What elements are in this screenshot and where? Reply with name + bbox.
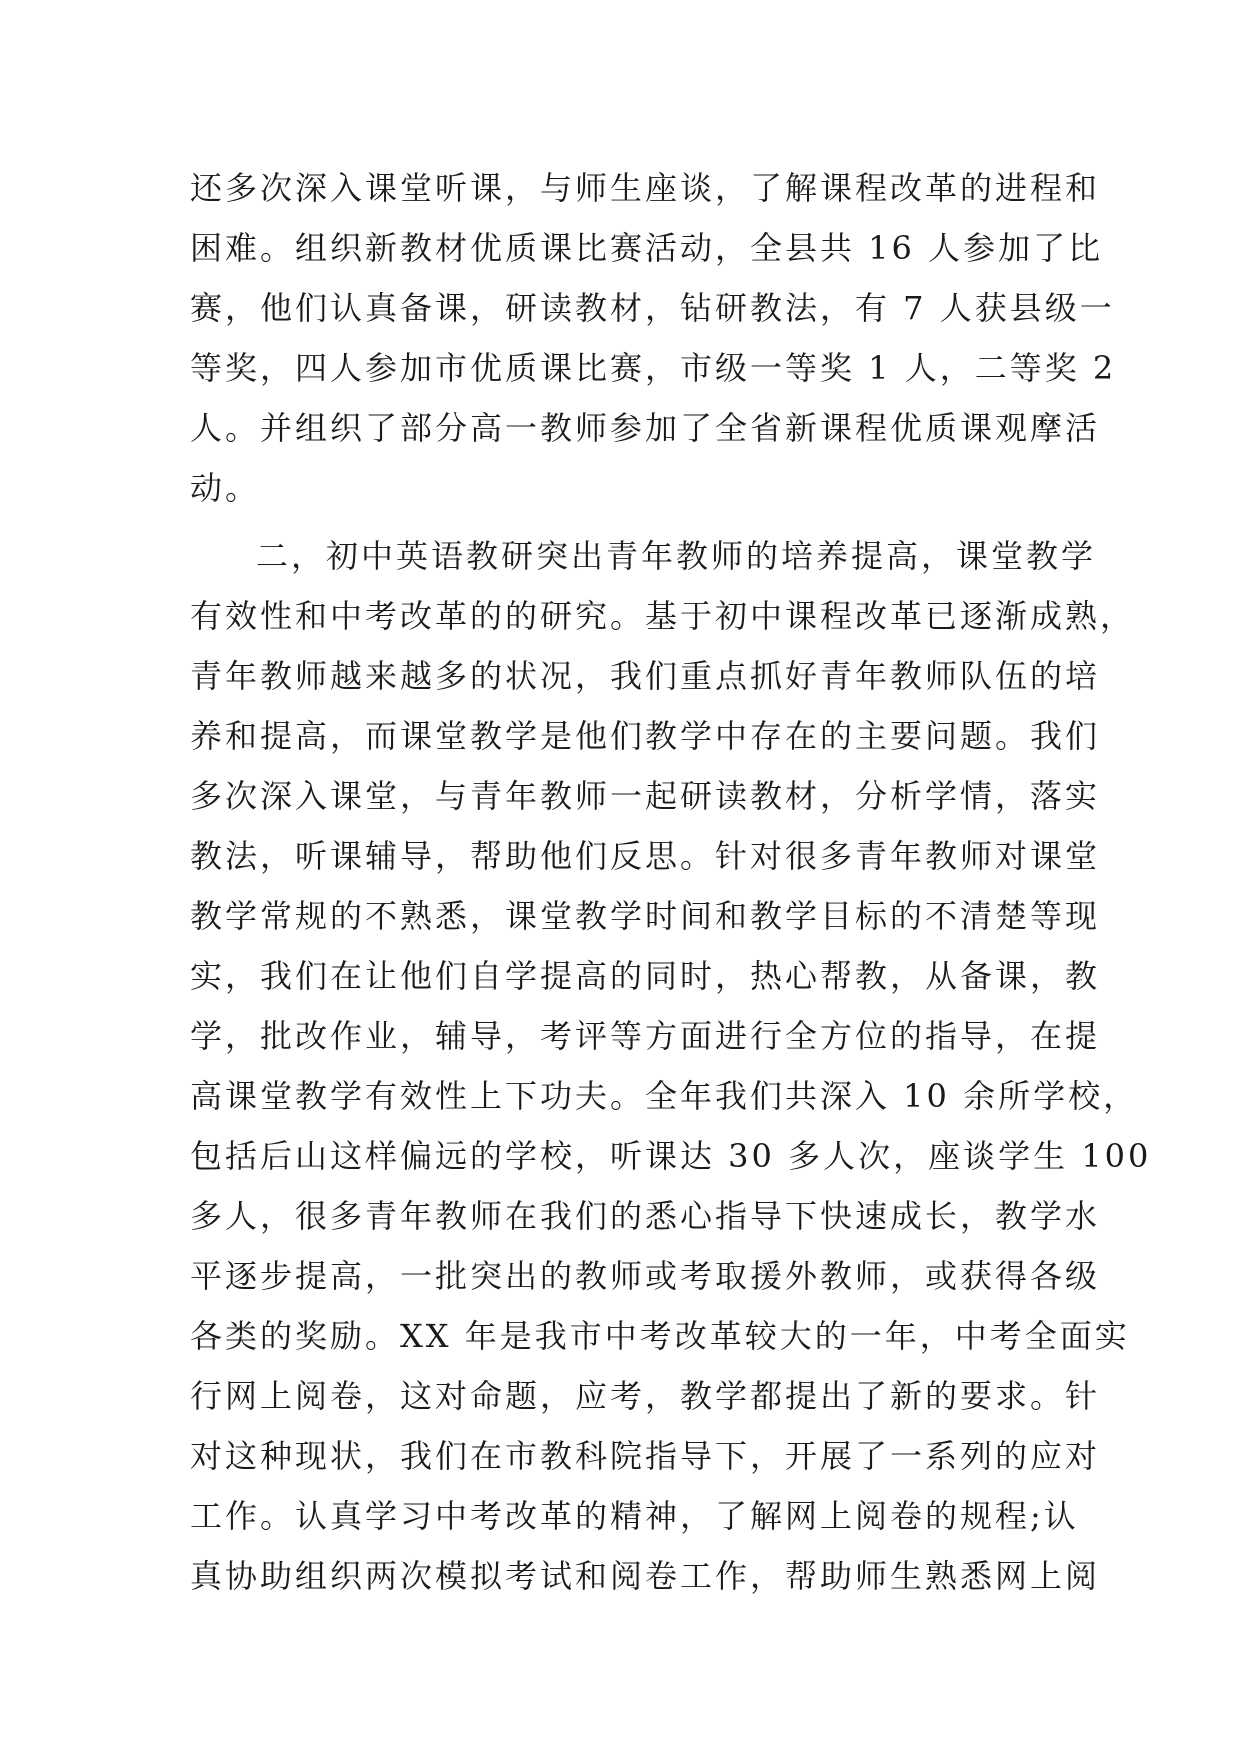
body-text <box>190 158 1152 1606</box>
text-line: 多人，很多青年教师在我们的悉心指导下快速成长，教学水 <box>190 1197 1101 1235</box>
text-line: 行网上阅卷，这对命题，应考，教学都提出了新的要求。针 <box>190 1377 1101 1415</box>
text-line: 实，我们在让他们自学提高的同时，热心帮教，从备课，教 <box>190 957 1101 995</box>
text-line: 高课堂教学有效性上下功夫。全年我们共深入 10 余所学校， <box>190 1077 1139 1115</box>
text-line: 各类的奖励。XX 年是我市中考改革较大的一年，中考全面实 <box>190 1317 1130 1355</box>
text-line: 真协助组织两次模拟考试和阅卷工作，帮助师生熟悉网上阅 <box>190 1557 1101 1595</box>
text-line: 多次深入课堂，与青年教师一起研读教材，分析学情，落实 <box>190 777 1101 815</box>
text-line: 教法，听课辅导，帮助他们反思。针对很多青年教师对课堂 <box>190 837 1101 875</box>
text-line: 二，初中英语教研突出青年教师的培养提高，课堂教学 <box>256 537 1097 575</box>
text-line: 养和提高，而课堂教学是他们教学中存在的主要问题。我们 <box>190 717 1101 755</box>
text-line: 有效性和中考改革的的研究。基于初中课程改革已逐渐成熟， <box>190 597 1136 635</box>
text-line: 动。 <box>190 469 261 507</box>
text-line: 教学常规的不熟悉，课堂教学时间和教学目标的不清楚等现 <box>190 897 1101 935</box>
text-line: 人。并组织了部分高一教师参加了全省新课程优质课观摩活 <box>190 409 1101 447</box>
text-line: 平逐步提高，一批突出的教师或考取援外教师，或获得各级 <box>190 1257 1101 1295</box>
text-line: 对这种现状，我们在市教科院指导下，开展了一系列的应对 <box>190 1437 1101 1475</box>
text-line: 包括后山这样偏远的学校，听课达 30 多人次，座谈学生 100 <box>190 1137 1152 1175</box>
text-line: 赛，他们认真备课，研读教材，钻研教法，有 7 人获县级一 <box>190 289 1115 327</box>
text-line: 青年教师越来越多的状况，我们重点抓好青年教师队伍的培 <box>190 657 1101 695</box>
text-line: 还多次深入课堂听课，与师生座谈，了解课程改革的进程和 <box>190 169 1101 207</box>
paragraph-1 <box>190 158 1117 518</box>
text-line: 等奖，四人参加市优质课比赛，市级一等奖 1 人，二等奖 2 <box>190 349 1117 387</box>
paragraph-2 <box>190 526 1152 1606</box>
text-line: 工作。认真学习中考改革的精神，了解网上阅卷的规程;认 <box>190 1497 1079 1535</box>
text-line: 困难。组织新教材优质课比赛活动，全县共 16 人参加了比 <box>190 229 1104 267</box>
text-line: 学，批改作业，辅导，考评等方面进行全方位的指导，在提 <box>190 1017 1101 1055</box>
